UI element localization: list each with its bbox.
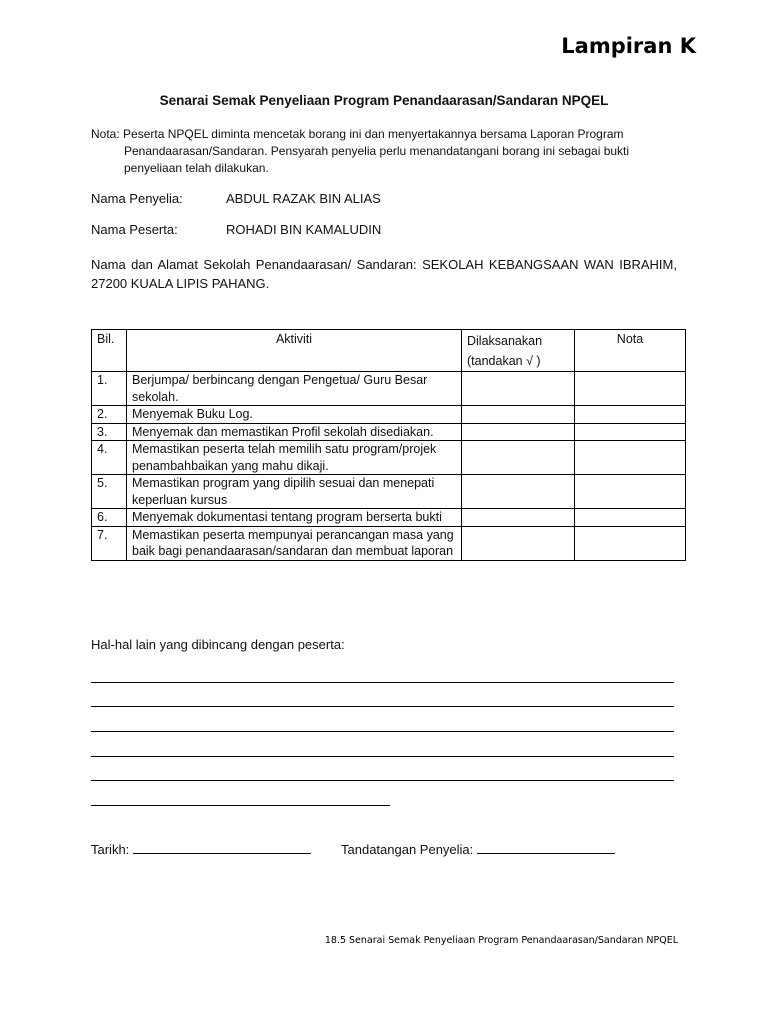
row-done-checkbox[interactable] xyxy=(462,406,575,424)
row-note-cell[interactable] xyxy=(575,526,686,560)
supervisor-name-label: Nama Penyelia: xyxy=(91,191,183,206)
date-field xyxy=(91,841,311,857)
table-row xyxy=(92,475,686,509)
page-footer: 18.5 Senarai Semak Penyeliaan Program Penandaarasan/Sandaran NPQEL xyxy=(324,935,678,946)
writing-line-6[interactable] xyxy=(91,805,390,806)
row-number: 2. xyxy=(92,406,127,424)
row-note-cell[interactable] xyxy=(575,406,686,424)
table-row xyxy=(92,423,686,441)
participant-name-field xyxy=(91,222,382,237)
appendix-label: Lampiran K xyxy=(561,34,696,58)
header-dilaksanakan-line2: (tandakan √ ) xyxy=(467,354,541,368)
row-number: 3. xyxy=(92,423,127,441)
row-done-checkbox[interactable] xyxy=(462,475,575,509)
writing-line-3[interactable] xyxy=(91,731,674,732)
row-note-cell[interactable] xyxy=(575,423,686,441)
row-activity: Menyemak Buku Log. xyxy=(127,406,462,424)
header-dilaksanakan xyxy=(462,330,575,372)
row-number: 1. xyxy=(92,372,127,406)
document-title: Senarai Semak Penyeliaan Program Penandaarasan/Sandaran NPQEL xyxy=(159,93,609,108)
writing-line-5[interactable] xyxy=(91,780,674,781)
row-activity: Berjumpa/ berbincang dengan Pengetua/ Guru Besar sekolah. xyxy=(127,372,462,406)
header-nota: Nota xyxy=(575,330,686,372)
table-row xyxy=(92,509,686,527)
row-done-checkbox[interactable] xyxy=(462,526,575,560)
row-activity: Memastikan peserta mempunyai perancangan masa yang baik bagi penandaarasan/sandaran dan membuat laporan xyxy=(127,526,462,560)
row-done-checkbox[interactable] xyxy=(462,423,575,441)
row-note-cell[interactable] xyxy=(575,372,686,406)
row-number: 4. xyxy=(92,441,127,475)
row-number: 5. xyxy=(92,475,127,509)
writing-line-2[interactable] xyxy=(91,706,674,707)
participant-name-value: ROHADI BIN KAMALUDIN xyxy=(226,222,382,237)
supervisor-signature-field xyxy=(341,841,615,857)
school-address: Nama dan Alamat Sekolah Penandaarasan/ Sandaran: SEKOLAH KEBANGSAAN WAN IBRAHIM, 27200 KUALA LIPIS PAHANG. xyxy=(91,257,677,291)
row-number: 7. xyxy=(92,526,127,560)
row-note-cell[interactable] xyxy=(575,509,686,527)
row-activity: Memastikan peserta telah memilih satu program/projek penambahbaikan yang mahu dikaji. xyxy=(127,441,462,475)
other-matters-label: Hal-hal lain yang dibincang dengan peserta: xyxy=(91,637,345,652)
date-label: Tarikh: xyxy=(91,842,130,857)
note-line-3: penyeliaan telah dilakukan. xyxy=(124,161,269,175)
row-activity: Memastikan program yang dipilih sesuai dan menepati keperluan kursus xyxy=(127,475,462,509)
row-note-cell[interactable] xyxy=(575,475,686,509)
table-row xyxy=(92,372,686,406)
supervisor-name-value: ABDUL RAZAK BIN ALIAS xyxy=(226,191,381,206)
row-number: 6. xyxy=(92,509,127,527)
date-blank[interactable] xyxy=(133,841,311,854)
row-activity: Menyemak dan memastikan Profil sekolah disediakan. xyxy=(127,423,462,441)
row-done-checkbox[interactable] xyxy=(462,441,575,475)
table-row xyxy=(92,441,686,475)
row-activity: Menyemak dokumentasi tentang program berserta bukti xyxy=(127,509,462,527)
checklist-table xyxy=(91,329,686,561)
header-dilaksanakan-line1: Dilaksanakan xyxy=(467,334,543,348)
signature-label: Tandatangan Penyelia: xyxy=(341,842,474,857)
writing-line-4[interactable] xyxy=(91,756,674,757)
signature-blank[interactable] xyxy=(477,841,615,854)
table-header-row xyxy=(92,330,686,372)
row-done-checkbox[interactable] xyxy=(462,372,575,406)
note-line-2: Penandaarasan/Sandaran. Pensyarah penyelia perlu menandatangani borang ini sebagai bukti xyxy=(124,144,630,158)
supervisor-name-field xyxy=(91,191,381,206)
row-done-checkbox[interactable] xyxy=(462,509,575,527)
writing-line-1[interactable] xyxy=(91,682,674,683)
note-paragraph xyxy=(91,126,681,177)
table-row xyxy=(92,526,686,560)
row-note-cell[interactable] xyxy=(575,441,686,475)
header-bil: Bil. xyxy=(92,330,127,372)
note-line-1: Nota: Peserta NPQEL diminta mencetak borang ini dan menyertakannya bersama Laporan Program xyxy=(91,127,624,141)
header-aktiviti: Aktiviti xyxy=(127,330,462,372)
table-row xyxy=(92,406,686,424)
participant-name-label: Nama Peserta: xyxy=(91,222,178,237)
